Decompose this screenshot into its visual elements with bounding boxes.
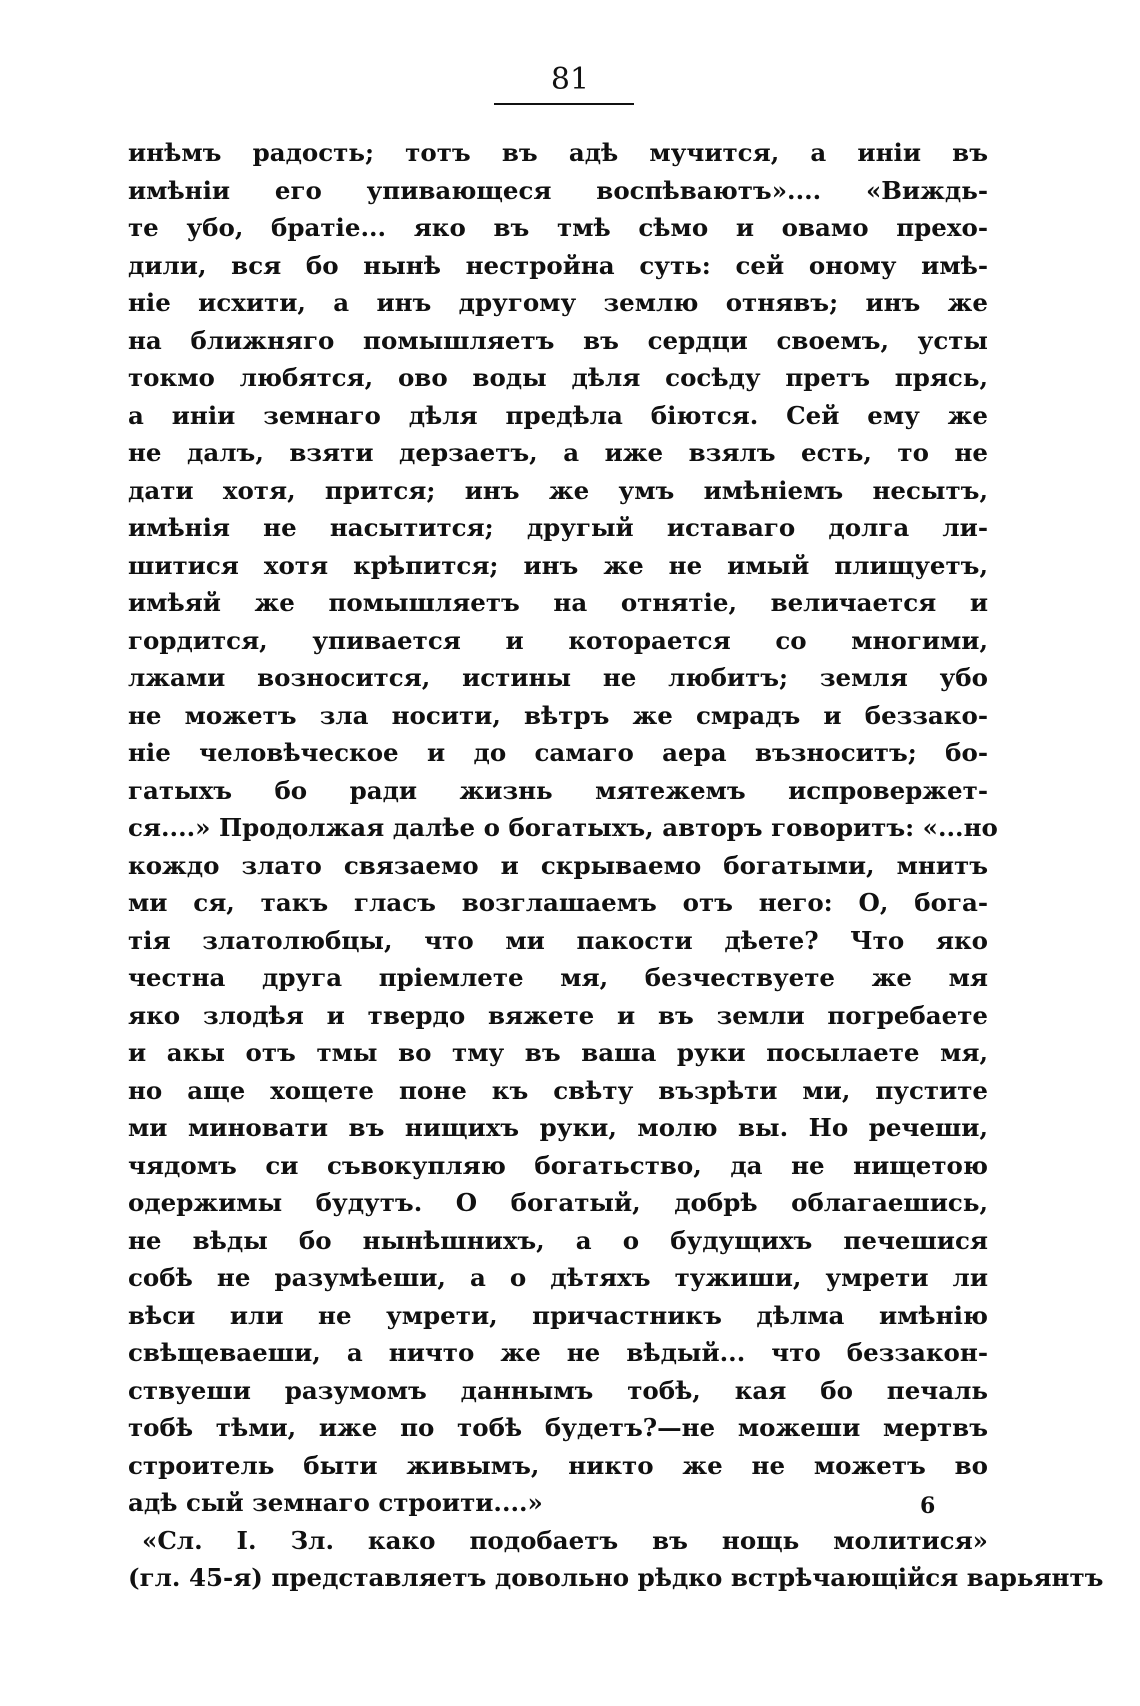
text-line: ніе человѣческое и до самаго аера възноситъ; бо- <box>128 738 988 767</box>
text-line: те убо, братіе... яко въ тмѣ сѣмо и овамо прехо- <box>128 213 988 242</box>
text-line: честна друга пріемлете мя, безчествуете же мя <box>128 963 988 992</box>
body-text <box>128 134 1104 1597</box>
text-line: на ближняго помышляетъ въ сердци своемъ, усты <box>128 325 988 355</box>
text-line: ми ся, такъ гласъ возглашаемъ отъ него: О, бога- <box>128 888 988 917</box>
text-line: дати хотя, прится; инъ же умъ имѣніемъ несытъ, <box>128 475 988 505</box>
text-line: адѣ сый земнаго строити....» <box>128 1488 543 1517</box>
text-line: ми миновати въ нищихъ руки, молю вы. Но речеши, <box>128 1113 988 1142</box>
text-line: свѣщеваеши, а ничто же не вѣдый... что беззакон- <box>128 1338 988 1367</box>
text-line: шитися хотя крѣпится; инъ же не имый плищуетъ, <box>128 550 988 580</box>
text-line: собѣ не разумѣеши, а о дѣтяхъ тужиши, умрети ли <box>128 1263 988 1292</box>
text-line: инѣмъ радость; тотъ въ адѣ мучится, а иніи въ <box>128 138 988 167</box>
page-number-rule <box>494 103 634 105</box>
text-line: чядомъ си съвокупляю богатьство, да не нищетою <box>128 1150 988 1180</box>
text-line: «Сл. I. Зл. како подобаетъ въ нощь молитися» <box>142 1525 988 1555</box>
text-line: ніе исхити, а инъ другому землю отнявъ; инъ же <box>128 288 988 317</box>
text-line: ся....» Продолжая далѣе о богатыхъ, авторъ говоритъ: «...но <box>128 813 998 842</box>
text-line: тія златолюбцы, что ми пакости дѣете? Что яко <box>128 925 988 955</box>
text-line: имѣнія не насытится; другый иставаго долга ли- <box>128 513 988 542</box>
signature-mark: 6 <box>920 1493 936 1519</box>
text-line: и акы отъ тмы во тму въ ваша руки посылаете мя, <box>128 1038 988 1067</box>
text-line: но аще хощете поне къ свѣту възрѣти ми, пустите <box>128 1075 988 1105</box>
text-line: не можетъ зла носити, вѣтръ же смрадъ и беззако- <box>128 700 988 730</box>
text-line: лжами возносится, истины не любитъ; земля убо <box>128 663 988 692</box>
text-line: имѣніи его упивающеся воспѣваютъ».... «Виждь- <box>128 175 988 205</box>
page-number: 81 <box>550 62 590 97</box>
text-line: вѣси или не умрети, причастникъ дѣлма имѣнію <box>128 1300 988 1330</box>
text-line: одержимы будутъ. О богатый, добрѣ облагаешись, <box>128 1188 988 1217</box>
text-line: яко злодѣя и твердо вяжете и въ земли погребаете <box>128 1000 988 1030</box>
text-line: не далъ, взяти дерзаетъ, а иже взялъ есть, то не <box>128 438 988 467</box>
text-line: строитель быти живымъ, никто же не можетъ во <box>128 1450 988 1480</box>
text-line: гордится, упивается и которается со многими, <box>128 625 988 655</box>
text-line: имѣяй же помышляетъ на отнятіе, величается и <box>128 588 988 617</box>
text-line: не вѣды бо нынѣшнихъ, а о будущихъ печешися <box>128 1225 988 1255</box>
text-line: тобѣ тѣми, иже по тобѣ будетъ?—не можеши мертвъ <box>128 1413 988 1442</box>
text-line: гатыхъ бо ради жизнь мятежемъ испровержет- <box>128 775 988 805</box>
text-line: (гл. 45-я) представляетъ довольно рѣдко встрѣчающійся варьянтъ <box>128 1563 1104 1592</box>
text-line: кождо злато связаемо и скрываемо богатыми, мнитъ <box>128 850 988 880</box>
text-line: а иніи земнаго дѣля предѣла біются. Сей ему же <box>128 400 988 430</box>
text-line: ствуеши разумомъ даннымъ тобѣ, кая бо печаль <box>128 1375 988 1405</box>
text-line: токмо любятся, ово воды дѣля сосѣду претъ прясь, <box>128 363 988 392</box>
text-line: дили, вся бо нынѣ нестройна суть: сей оному имѣ- <box>128 250 988 280</box>
